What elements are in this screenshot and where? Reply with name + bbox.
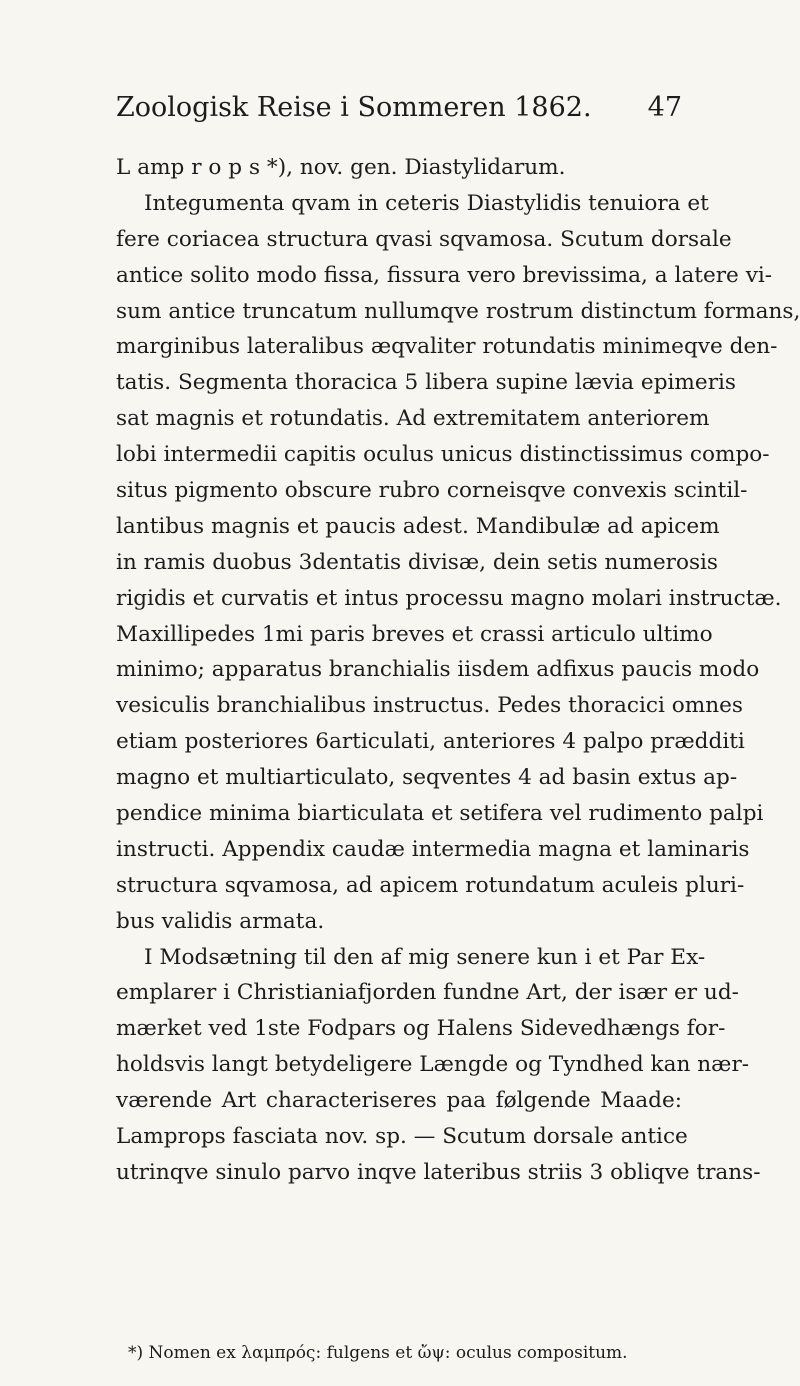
text-line: rigidis et curvatis et intus processu magno molari instructæ. <box>116 585 782 611</box>
body-text <box>116 150 800 1191</box>
text-line: fere coriacea structura qvasi sqvamosa. Scutum dorsale <box>116 226 732 252</box>
paragraph <box>116 150 682 186</box>
paragraph <box>116 940 761 1191</box>
text-line: værende Art characteriseres paa følgende Maade: <box>116 1088 682 1114</box>
text-line: magno et multiarticulato, seqventes 4 ad basin extus ap- <box>116 765 738 791</box>
text-line: instructi. Appendix caudæ intermedia magna et laminaris <box>116 836 750 862</box>
footnote <box>116 1342 682 1364</box>
text-line: sat magnis et rotundatis. Ad extremitatem anteriorem <box>116 406 710 432</box>
text-line: bus validis armata. <box>116 908 325 934</box>
running-title: Zoologisk Reise i Sommeren 1862. <box>116 92 592 123</box>
text-line: situs pigmento obscure rubro corneisqve convexis scintil- <box>116 478 748 504</box>
text-line: I Modsætning til den af mig senere kun i et Par Ex- <box>144 944 706 970</box>
text-line: structura sqvamosa, ad apicem rotundatum aculeis pluri- <box>116 872 745 898</box>
text-line: L amp r o p s *), nov. gen. Diastylidarum. <box>116 155 566 180</box>
footnote-text: *) Nomen ex λαμπρός: fulgens et ὤψ: oculus compositum. <box>128 1343 628 1363</box>
text-line: etiam posteriores 6articulati, anteriores 4 palpo prædditi <box>116 729 745 755</box>
text-line: pendice minima biarticulata et setifera vel rudimento palpi <box>116 801 764 827</box>
text-line: minimo; apparatus branchialis iisdem adfixus paucis modo <box>116 657 760 683</box>
text-line: emplarer i Christianiafjorden fundne Art, der især er ud- <box>116 980 739 1006</box>
text-line: mærket ved 1ste Fodpars og Halens Sidevedhængs for- <box>116 1016 726 1042</box>
text-line: lantibus magnis et paucis adest. Mandibulæ ad apicem <box>116 513 720 539</box>
text-line: tatis. Segmenta thoracica 5 libera supine lævia epimeris <box>116 370 736 396</box>
text-line: holdsvis langt betydeligere Længde og Tyndhed kan nær- <box>116 1052 750 1078</box>
text-line: marginibus lateralibus æqvaliter rotundatis minimeqve den- <box>116 334 778 360</box>
text-line: Integumenta qvam in ceteris Diastylidis tenuiora et <box>144 190 709 216</box>
text-line: lobi intermedii capitis oculus unicus distinctissimus compo- <box>116 442 770 468</box>
paragraph <box>116 186 800 940</box>
text-line: in ramis duobus 3dentatis divisæ, dein setis numerosis <box>116 549 719 575</box>
text-line: antice solito modo fissa, fissura vero brevissima, a latere vi- <box>116 262 773 288</box>
page-number: 47 <box>647 92 682 123</box>
text-line: vesiculis branchialibus instructus. Pedes thoracici omnes <box>116 693 743 719</box>
text-line: Maxillipedes 1mi paris breves et crassi articulo ultimo <box>116 621 713 647</box>
text-line: utrinqve sinulo parvo inqve lateribus striis 3 obliqve trans- <box>116 1159 761 1185</box>
text-line: sum antice truncatum nullumqve rostrum distinctum formans, <box>116 298 800 324</box>
text-line: Lamprops fasciata nov. sp. — Scutum dorsale antice <box>116 1124 688 1150</box>
